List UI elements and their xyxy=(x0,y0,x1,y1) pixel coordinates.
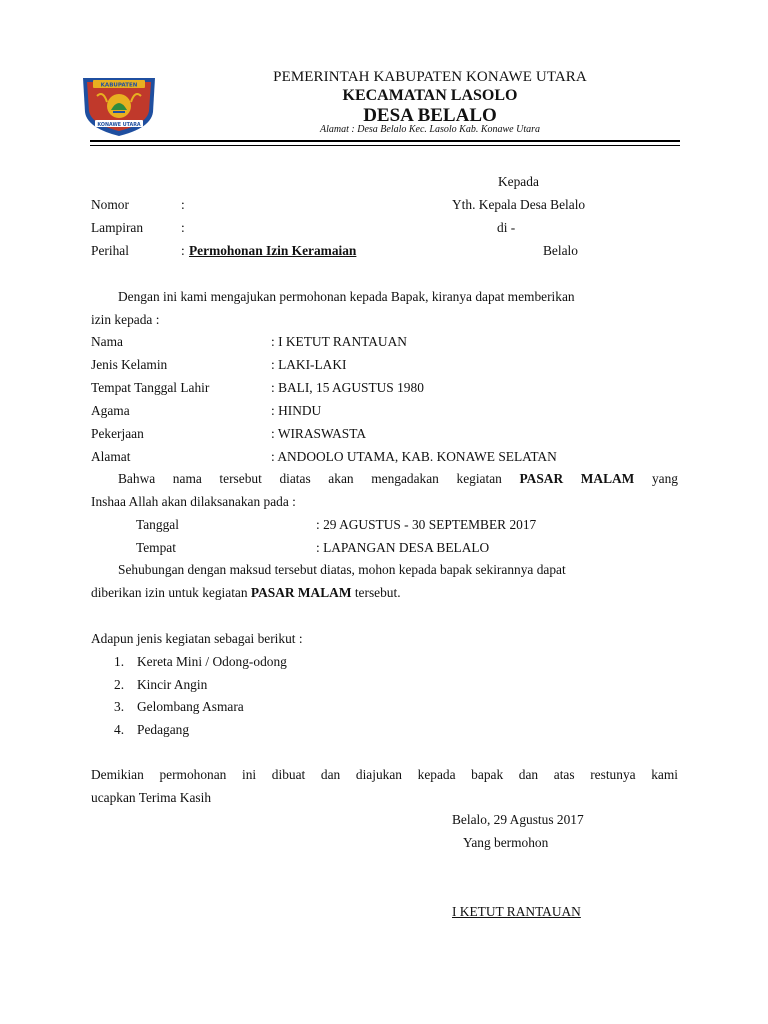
activity-item-text: Gelombang Asmara xyxy=(137,699,244,714)
tanggal-value: : 29 AGUSTUS - 30 SEPTEMBER 2017 xyxy=(316,517,537,532)
letterhead-government: PEMERINTAH KABUPATEN KONAWE UTARA xyxy=(273,69,587,85)
signature-name: I KETUT RANTAUAN xyxy=(452,904,581,919)
perihal-label: Perihal xyxy=(91,243,129,258)
letterhead-village: DESA BELALO xyxy=(363,105,497,126)
signature-role: Yang bermohon xyxy=(463,835,549,850)
activity-item-number: 4. xyxy=(114,722,125,737)
perihal-colon: : xyxy=(181,243,185,258)
tempat-label: Tempat xyxy=(136,540,176,555)
recipient-title: Yth. Kepala Desa Belalo xyxy=(452,197,586,212)
agama-value: : HINDU xyxy=(271,403,322,418)
nama-value: : I KETUT RANTAUAN xyxy=(271,334,407,349)
pekerjaan-value: : WIRASWASTA xyxy=(271,426,367,441)
closing-line-1: Demikian permohonan ini dibuat dan diajukan kepada bapak dan atas restunya kami xyxy=(91,767,678,782)
crest-top-text: KABUPATEN xyxy=(100,82,138,89)
activity-item-number: 3. xyxy=(114,699,125,714)
lampiran-label: Lampiran xyxy=(91,220,144,235)
nomor-colon: : xyxy=(181,197,185,212)
alamat-value: : ANDOOLO UTAMA, KAB. KONAWE SELATAN xyxy=(271,449,557,464)
activities-intro: Adapun jenis kegiatan sebagai berikut : xyxy=(91,631,303,646)
jenis-kelamin-value: : LAKI-LAKI xyxy=(271,357,347,372)
request-line-1: Sehubungan dengan maksud tersebut diatas, mohon kepada bapak sekirannya dapat xyxy=(118,562,566,577)
agama-label: Agama xyxy=(91,403,130,418)
activity-item-text: Kereta Mini / Odong-odong xyxy=(137,654,287,669)
request-line-2: diberikan izin untuk kegiatan PASAR MALAM tersebut. xyxy=(91,585,401,600)
closing-line-2: ucapkan Terima Kasih xyxy=(91,790,212,805)
activity-item-text: Kincir Angin xyxy=(137,677,208,692)
event-line-2: Inshaa Allah akan dilaksanakan pada : xyxy=(91,494,296,509)
jenis-kelamin-label: Jenis Kelamin xyxy=(91,357,168,372)
nomor-label: Nomor xyxy=(91,197,129,212)
recipient-kepada: Kepada xyxy=(498,174,539,189)
signature-place-date: Belalo, 29 Agustus 2017 xyxy=(452,812,584,827)
nama-label: Nama xyxy=(91,334,123,349)
activity-item-text: Pedagang xyxy=(137,722,190,737)
recipient-place: Belalo xyxy=(543,243,578,258)
perihal-value: Permohonan Izin Keramaian xyxy=(189,243,357,258)
ttl-value: : BALI, 15 AGUSTUS 1980 xyxy=(271,380,424,395)
intro-line-2: izin kepada : xyxy=(91,312,160,327)
intro-line-1: Dengan ini kami mengajukan permohonan kepada Bapak, kiranya dapat memberikan xyxy=(118,289,575,304)
lampiran-colon: : xyxy=(181,220,185,235)
crest-bottom-text: KONAWE UTARA xyxy=(97,122,141,128)
letterhead-divider-thick xyxy=(90,140,680,142)
tempat-value: : LAPANGAN DESA BELALO xyxy=(316,540,490,555)
letterhead-address: Alamat : Desa Belalo Kec. Lasolo Kab. Konawe Utara xyxy=(320,124,540,135)
letterhead-divider-thin xyxy=(90,145,680,146)
activity-item-number: 2. xyxy=(114,677,125,692)
recipient-di: di - xyxy=(497,220,516,235)
activity-item-number: 1. xyxy=(114,654,125,669)
tanggal-label: Tanggal xyxy=(136,517,179,532)
village-crest-logo xyxy=(77,72,161,138)
alamat-label: Alamat xyxy=(91,449,131,464)
pekerjaan-label: Pekerjaan xyxy=(91,426,144,441)
ttl-label: Tempat Tanggal Lahir xyxy=(91,380,210,395)
letterhead-district: KECAMATAN LASOLO xyxy=(342,87,518,104)
event-line-1: Bahwa nama tersebut diatas akan mengadakan kegiatan PASAR MALAM yang xyxy=(118,471,678,486)
